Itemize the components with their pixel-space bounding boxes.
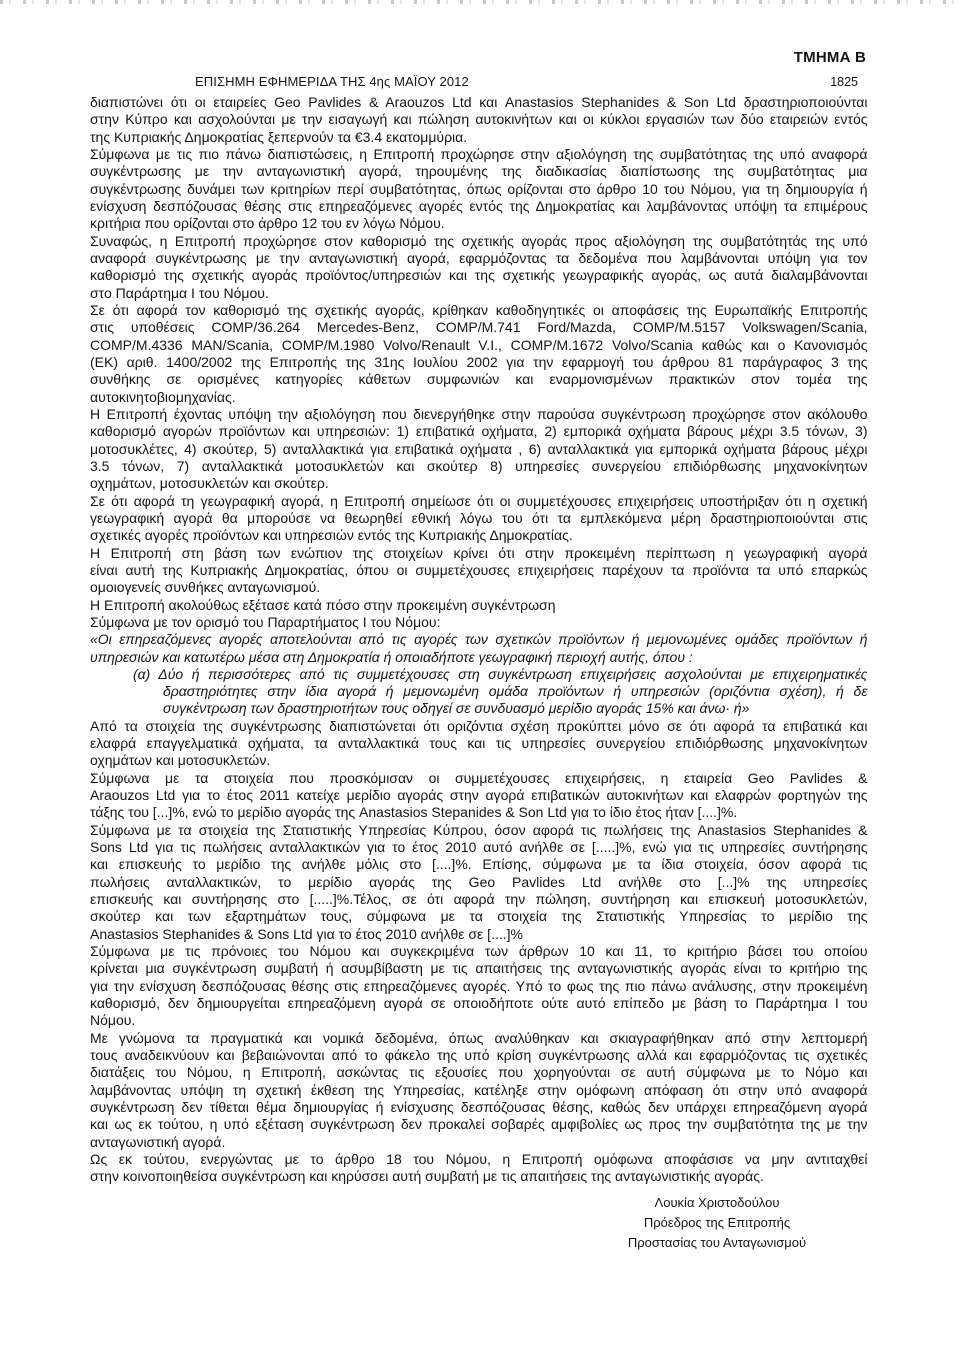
text-line: καθορισμό της σχετικής αγοράς προϊόντος/υπηρεσιών και της σχετικής γεωγραφικής αγοράς, ως αυτά διαλαμβάνονται (90, 267, 868, 284)
text-line: πωλήσεις ανταλλακτικών, το μερίδιο αγοράς της Geo Pavlides Ltd ανήλθε στο [...]% της υπηρεσίες (90, 873, 868, 890)
text-line: της Κυπριακής Δημοκρατίας ξεπερνούν τα €3.4 εκατομμύρια. (90, 128, 468, 145)
text-line: και επισκευής το μερίδιο της ανήλθε μόλις στο [....]%. Επίσης, σύμφωνα με τα ίδια στοιχεία, όσον αφορά τις (90, 856, 868, 873)
text-line: Sons Ltd για τις πωλήσεις ανταλλακτικών για το έτος 2010 αυτό ανήλθε σε [.....]%, ενώ για τις υπηρεσίες συντήρησης (90, 839, 868, 856)
text-line: Ως εκ τούτου, ενεργώντας με το άρθρο 18 του Νόμου, η Επιτροπή ομόφωνα αποφάσισε να μην αντιταχθεί (90, 1151, 868, 1168)
paragraph (90, 545, 868, 597)
text-line: «Οι επηρεαζόμενες αγορές αποτελούνται από τις αγορές των σχετικών προϊόντων ή μεμονωμένες ομάδες προϊόντων ή (90, 631, 868, 648)
text-line: Σύμφωνα με τα στοιχεία που προσκόμισαν οι συμμετέχουσες επιχειρήσεις, η εταιρεία Geo Pavlides & (90, 769, 868, 786)
text-line: συγκέντρωσης δυνάμει των κριτηρίων περί συμβατότητας, όπως ορίζονται στο άρθρο 10 του Νόμου, για τη δημιουργία ή (90, 180, 868, 197)
paragraph (90, 233, 868, 302)
text-line: ανταγωνιστική αγορά. (90, 1133, 226, 1150)
text-line: στο Παράρτημα Ι του Νόμου. (90, 284, 269, 301)
page-number: 1825 (830, 75, 858, 89)
text-line: Από τα στοιχεία της συγκέντρωσης διαπιστώνεται ότι οριζόντια σχέση προκύπτει μόνο σε ότι αφορά τα επιβατικά και (90, 717, 868, 734)
text-line: αυτοκινητοβιομηχανίας. (90, 388, 236, 405)
text-line: και ως εκ τούτου, η υπό εξέταση συγκέντρωση δεν προκαλεί σοβαρές αμφιβολίες ως προς την συμβατότητα της με την (90, 1116, 868, 1133)
text-line: αναφορά συγκέντρωσης με την ανταγωνιστική αγορά, εφαρμόζοντας τα δεδομένα που λαμβάνονται υπόψη για τον (90, 249, 868, 266)
quote-paragraph (90, 631, 868, 666)
text-line: σχετικές αγορές προϊόντων και υπηρεσιών εντός της Κυπριακής Δημοκρατίας. (90, 527, 573, 544)
text-line: τους αναδεικνύουν και βεβαιώνονται από το φάκελο της υπό κρίση συγκέντρωσης αλλά και εφαρμόζοντας τις σχετικές (90, 1047, 868, 1064)
text-line: Σε ότι αφορά τον καθορισμό της σχετικής αγοράς, κρίθηκαν καθοδηγητικές οι αποφάσεις της Ευρωπαϊκής Επιτροπής (90, 301, 868, 318)
text-line: καθορισμό, δεν δημιουργείται επηρεαζόμενη αγορά σε οποιοδήποτε ούτε αυτό επίπεδο με βάση το Παράρτημα Ι του (90, 995, 868, 1012)
text-line: κρίνεται μια συγκέντρωση συμβατή ή ασυμβίβαστη με τις απαιτήσεις της ανταγωνιστικής αγοράς είναι το κριτήριο της (90, 960, 868, 977)
text-line: διατάξεις του Νόμου, η Επιτροπή, ασκώντας τις εξουσίες που χορηγούνται σε αυτή σύμφωνα με το Νόμο και (90, 1064, 868, 1081)
text-line: ενίσχυση δεσπόζουσας θέσης στις επηρεαζόμενες αγορές εντός της Δημοκρατίας και λαμβάνοντας υπόψη τα επιμέρους (90, 197, 868, 214)
paragraph (90, 597, 868, 614)
paragraph (90, 302, 868, 406)
text-line: Σύμφωνα με τις πιο πάνω διαπιστώσεις, η Επιτροπή προχώρησε στην αξιολόγηση της συμβατότητας της υπό αναφορά (90, 145, 868, 162)
text-line: επισκευής και συντήρησης στο [.....]%.Τέλος, σε ότι αφορά την πώληση, συντήρηση και επισκευή μοτοσυκλετών, (90, 891, 868, 908)
text-line: συγκέντρωση δεν τίθεται θέμα δημιουργίας ή ενίσχυσης δεσπόζουσας θέσης, καθώς δεν υπάρχει επηρεαζόμενη αγορά (90, 1099, 868, 1116)
text-line: καθορισμό αγορών προϊόντων και υπηρεσιών: 1) επιβατικά οχήματα, 2) εμπορικά οχήματα βάρους μέχρι 3.5 τόνων, 3) (90, 423, 868, 440)
paragraph (90, 406, 868, 493)
text-line: συγκέντρωση των δραστηριοτήτων τους οδηγεί σε συνδυασμό μερίδιο αγοράς 15% και άνω· ή» (163, 700, 750, 717)
text-line: 3.5 τόνων, 7) ανταλλακτικά μοτοσυκλετών και σκούτερ 8) υπηρεσίες συνεργείου επιδιόρθωσης μηχανοκίνητων (90, 457, 868, 474)
text-line: Σύμφωνα με τα στοιχεία της Στατιστικής Υπηρεσίας Κύπρου, όσον αφορά τις πωλήσεις της Anastasios Stephanides & (90, 821, 868, 838)
signatory-title: Πρόεδρος της Επιτροπής (643, 1215, 791, 1230)
text-line: COMP/M.4336 MAN/Scania, COMP/M.1980 Volvo/Renault V.I., COMP/M.1672 Volvo/Scania καθώς και ο Κανονισμός (90, 336, 868, 353)
text-line: λαμβάνοντας υπόψη τη σχετική έκθεση της Υπηρεσίας, κατέληξε στην ομόφωνη απόφαση ότι στην υπό αναφορά (90, 1081, 868, 1098)
text-line: Συναφώς, η Επιτροπή προχώρησε στον καθορισμό της σχετικής αγοράς προς αξιολόγηση της συμβατότητάς της υπό (90, 232, 868, 249)
text-line: οχημάτων και μοτοσυκλετών. (90, 752, 271, 769)
text-line: στην κοινοποιηθείσα συγκέντρωση και κηρύσσει αυτή συμβατή με τις απαιτήσεις της ανταγωνιστικής αγοράς. (90, 1168, 764, 1185)
paragraph (90, 822, 868, 943)
paragraph (90, 1151, 868, 1186)
paragraph (90, 94, 868, 146)
text-line: Η Επιτροπή έχοντας υπόψη την αξιολόγηση που διενεργήθηκε στην παρούσα συγκέντρωση προχώρησε στον ακόλουθο (90, 405, 868, 422)
text-line: είναι αυτή της Κυπριακής Δημοκρατίας, όπου οι συμμετέχουσες επιχειρήσεις παρέχουν τα προϊόντα τα υπό επαρκώς (90, 561, 868, 578)
signatory-name: Λουκία Χριστοδούλου (654, 1195, 780, 1210)
text-line: ομοιογενείς συνθήκες ανταγωνισμού. (90, 579, 321, 596)
text-line: δραστηριότητες στην ίδια αγορά ή μεμονωμένη ομάδα προϊόντων ή υπηρεσιών (οριζόντια σχέση), ή δε (163, 683, 868, 700)
text-line: Σύμφωνα με τις πρόνοιες του Νόμου και συγκεκριμένα των άρθρων 10 και 11, το κριτήριο βάσει του οποίου (90, 943, 868, 960)
scan-artifact (0, 0, 960, 4)
text-line: κριτήρια που ορίζονται στο άρθρο 12 του εν λόγω Νόμου. (90, 215, 445, 232)
paragraph (90, 146, 868, 233)
section-label: ΤΜΗΜΑ Β (793, 49, 866, 66)
paragraph (90, 770, 868, 822)
text-line: γεωγραφική αγορά θα μπορούσε να θεωρηθεί εθνική λόγω του ότι τα εμπλεκόμενα μέρη δραστηριοποιούνται στις (90, 509, 868, 526)
text-line: οχημάτων, μοτοσυκλετών και σκούτερ. (90, 475, 329, 492)
text-line: Με γνώμονα τα πραγματικά και νομικά δεδομένα, όπως αναλύθηκαν και σκιαγραφήθηκαν από στην λεπτομερή (90, 1029, 868, 1046)
text-line: Η Επιτροπή στη βάση των ενώπιον της στοιχείων κρίνει ότι στην προκειμένη περίπτωση η γεωγραφική αγορά (90, 544, 868, 561)
text-line: για την ενίσχυση δεσπόζουσας θέσης στις επηρεαζόμενες αγορές. Υπό το φως της πιο πάνω ανάλυσης, στην προκειμένη (90, 977, 868, 994)
signature-block (597, 1193, 837, 1253)
text-line: στην Κύπρο και ασχολούνται με την εισαγωγή και πώληση αυτοκινήτων και οι κύκλοι εργασιών των δύο εταιρειών εντός (90, 111, 868, 128)
text-line: Σύμφωνα με τον ορισμό του Παραρτήματος Ι του Νόμου: (90, 613, 441, 630)
text-line: διαπιστώνει ότι οι εταιρείες Geo Pavlides & Araouzos Ltd και Anastasios Stephanides & Son Ltd δραστηριοποιούνται (90, 94, 868, 110)
text-line: μοτοσυκλέτες, 4) σκούτερ, 5) ανταλλακτικά για επιβατικά οχήματα , 6) ανταλλακτικά για εμπορικά οχήματα βάρους μέχρι (90, 440, 868, 457)
paragraph (90, 493, 868, 545)
text-line: συνθήκης σε ορισμένες κατηγορίες κάθετων συμφωνιών και εναρμονισμένων πρακτικών στον τομέα της (90, 371, 868, 388)
text-line: στις υποθέσεις COMP/36.264 Mercedes-Benz, COMP/M.741 Ford/Mazda, COMP/M.5157 Volkswagen/Scania, (90, 319, 868, 336)
text-line: Σε ότι αφορά τη γεωγραφική αγορά, η Επιτροπή σημείωσε ότι οι συμμετέχουσες επιχειρήσεις υποστήριξαν ότι η σχετική (90, 492, 868, 509)
gazette-title: ΕΠΙΣΗΜΗ ΕΦΗΜΕΡΙΔΑ ΤΗΣ 4ης ΜΑΪΟΥ 2012 (195, 74, 469, 89)
document-body (90, 94, 868, 1186)
signatory-organization: Προστασίας του Ανταγωνισμού (627, 1235, 807, 1250)
text-line: συγκέντρωσης με την ανταγωνιστική αγορά, τηρουμένης της διαδικασίας διαπίστωσης της συμβατότητας μια (90, 163, 868, 180)
text-line: (ΕΚ) αριθ. 1400/2002 της Επιτροπής της 31ης Ιουλίου 2002 για την εφαρμογή του άρθρου 81 παράγραφος 3 της (90, 353, 868, 370)
paragraph (90, 943, 868, 1030)
text-line: ελαφρά επαγγελματικά οχήματα, τα ανταλλακτικά τους και τις υπηρεσίες συνεργείου επιδιόρθωσης μηχανοκίνητων (90, 735, 868, 752)
paragraph (90, 1030, 868, 1151)
text-line: Anastasios Stephanides & Sons Ltd για το έτος 2010 ανήλθε σε [....]% (90, 925, 523, 942)
paragraph (90, 614, 868, 631)
text-line: Νόμου. (90, 1012, 136, 1029)
text-line: τάξης του [...]%, ενώ το μερίδιο αγοράς της Anastasios Stepanides & Son Ltd για το ίδιο έτος ήταν [....]%. (90, 804, 738, 821)
paragraph (90, 718, 868, 770)
text-line: σκούτερ και των εξαρτημάτων τους, σύμφωνα με τα στοιχεία της Στατιστικής Υπηρεσίας το μερίδιο της (90, 908, 868, 925)
text-line: υπηρεσιών και κατωτέρω μέσα στη Δημοκρατία ή οποιαδήποτε γεωγραφική περιοχή αυτής, όπου : (90, 648, 693, 665)
text-line: (α) Δύο ή περισσότερες από τις συμμετέχουσες στη συγκέντρωση επιχειρήσεις ασχολούνται με επιχειρηματικές (133, 665, 868, 682)
quote-item (90, 666, 868, 718)
text-line: Η Επιτροπή ακολούθως εξέτασε κατά πόσο στην προκειμένη συγκέντρωση (90, 596, 556, 613)
text-line: Araouzos Ltd για το έτος 2011 κατείχε μερίδιο αγοράς στην αγορά επιβατικών αυτοκινήτων και ελαφρών φορτηγών της (90, 787, 868, 804)
